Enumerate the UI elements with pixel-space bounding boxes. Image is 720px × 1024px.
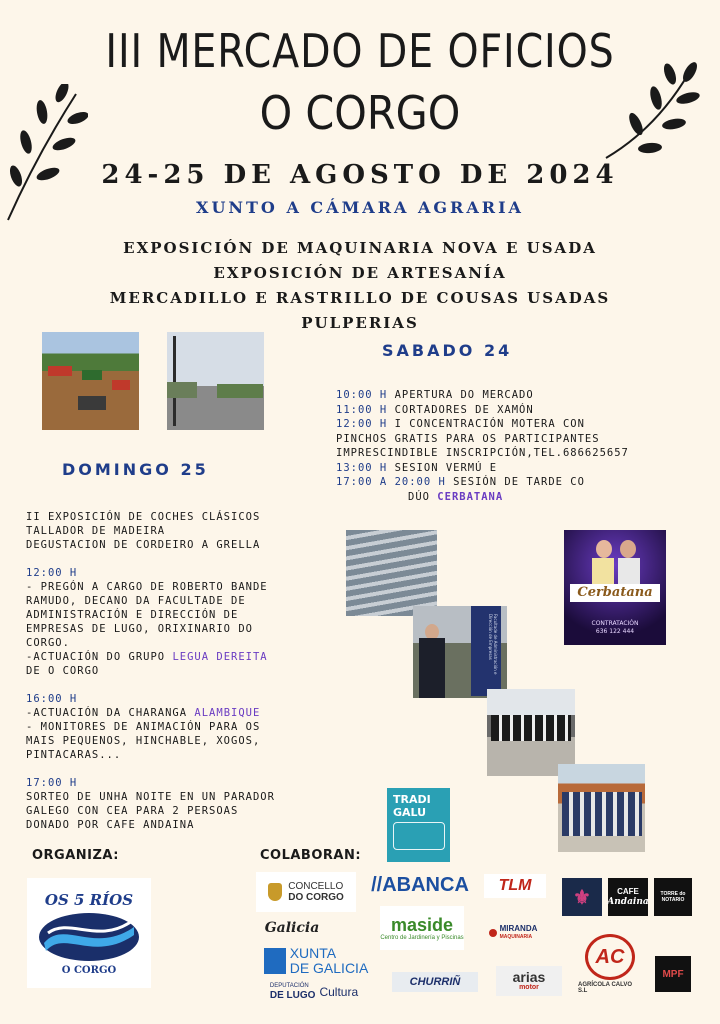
schedule-line: PINCHOS GRATIS PARA OS PARTICIPANTES	[336, 432, 600, 445]
tradi-label: TRADI	[393, 793, 431, 806]
cafe-andaina-logo: CAFE Andaina	[608, 878, 648, 916]
schedule-line: 11:00 H CORTADORES DE XAMÓN	[336, 403, 534, 416]
cerbatana-title: Cerbatana	[570, 584, 660, 602]
sunday-schedule	[26, 510, 346, 846]
os-5-rios-logo: OS 5 RÍOS O CORGO	[27, 878, 151, 988]
cerbatana-phone: 636 122 444	[595, 628, 635, 635]
lugo-cultura-logo: DEPUTACIÓN DE LUGO Cultura	[269, 983, 359, 1001]
sunday-block-noon: 12:00 H - PREGÓN A CARGO DE ROBERTO BANDE RAMUDO, DECANO DA FACULTADE DE ADMINISTRACIÓN E DIRECCIÓN DE EMPRESAS DE LUGO, ORIXINARIO DO CORGO. -ACTUACIÓN DO GRUPO LEGUA DEREITA DE O CORGO	[26, 567, 268, 677]
miranda-logo: MIRANDA MAQUINARIA	[482, 924, 544, 942]
xunta-de-galicia-logo: XUNTA DE GALICIA	[256, 944, 376, 978]
churrin-logo: CHURRIÑ	[392, 972, 478, 992]
mpf-logo: MPF	[655, 956, 691, 992]
exposition-item: PULPERIAS	[301, 314, 419, 332]
torre-notario-logo: TORRE do NOTARIO	[654, 878, 692, 916]
abanca-logo: //ABANCA	[371, 873, 469, 896]
exposition-item: EXPOSICIÓN DE ARTESANÍA	[213, 264, 507, 282]
sunday-block-afternoon: 16:00 H -ACTUACIÓN DA CHARANGA ALAMBIQUE - MONITORES DE ANIMACIÓN PARA OS MAIS PEQUENOS, HINCHABLE, XOGOS, PINTACARAS...	[26, 693, 261, 761]
faculty-banner: Facultade de Administración e Dirección de Empresas	[488, 614, 498, 675]
schedule-line: 13:00 H SESION VERMÚ E	[336, 461, 498, 474]
shield-icon	[268, 883, 282, 901]
schedule-line: 12:00 H I CONCENTRACIÓN MOTERA CON	[336, 418, 585, 430]
schedule-line: 17:00 A 20:00 H SESIÓN DE TARDE CO	[336, 476, 585, 488]
concello-do-corgo-logo: CONCELLO DO CORGO	[256, 872, 356, 912]
exposition-item: MERCADILLO E RASTRILLO DE COUSAS USADAS	[109, 289, 611, 307]
sunday-heading: DOMINGO 25	[62, 460, 209, 479]
river-wave-icon	[34, 909, 144, 965]
cerbatana-poster-photo	[564, 530, 666, 645]
machinery-photo	[42, 332, 139, 430]
market-street-photo	[167, 332, 264, 430]
maside-logo: maside Centro de Jardinería y Piscinas	[380, 906, 464, 950]
dean-speaker-photo	[413, 606, 507, 698]
arias-motor-logo: arias motor	[496, 966, 562, 996]
dot-icon	[489, 929, 497, 937]
saturday-heading: SABADO 24	[382, 341, 513, 360]
colaboran-label: COLABORAN:	[260, 848, 362, 863]
lamb-grill-photo	[346, 530, 437, 616]
sunday-intro: II EXPOSICIÓN DE COCHES CLÁSICOS TALLADOR DE MADEIRA DEGUSTACION DE CORDEIRO A GRELLA	[26, 511, 261, 551]
expositions-list	[0, 236, 720, 336]
xunta-shield-icon	[264, 948, 286, 974]
cerbatana-contact: CONTRATACIÓN	[591, 620, 639, 627]
galu-label: GALU	[393, 806, 427, 819]
agricola-calvo-logo: AC AGRÍCOLA CALVO S.L	[578, 932, 642, 996]
organiza-label: ORGANIZA:	[32, 848, 119, 863]
sunday-block-evening: 17:00 H SORTEO DE UNHA NOITE EN UN PARADOR GALEGO CON CEA PARA 2 PERSOAS DONADO POR CAFE ANDAINA	[26, 777, 275, 831]
tlm-logo: TLM	[484, 874, 546, 898]
galicia-logo: Galicia	[264, 920, 320, 936]
tradigalu-poster-photo	[387, 788, 450, 862]
saturday-schedule	[336, 388, 716, 504]
exposition-item: EXPOSICIÓN DE MAQUINARIA NOVA E USADA	[123, 239, 597, 257]
charanga-band-photo	[487, 689, 575, 776]
schedule-line: DÚO CERBATANA	[408, 490, 504, 503]
schedule-line: IMPRESCINDIBLE INSCRIPCIÓN,TEL.686625657	[336, 447, 629, 459]
event-dates: 24-25 DE AGOSTO DE 2024	[101, 160, 619, 190]
poster-title: III MERCADO DE OFICIOS	[105, 24, 615, 78]
schedule-line: 10:00 H APERTURA DO MERCADO	[336, 389, 534, 401]
legua-dereita-photo	[558, 764, 645, 852]
event-venue: XUNTO A CÁMARA AGRARIA	[196, 198, 524, 217]
fleur-icon: ⚜	[562, 878, 602, 916]
poster-subtitle: O CORGO	[259, 86, 461, 140]
